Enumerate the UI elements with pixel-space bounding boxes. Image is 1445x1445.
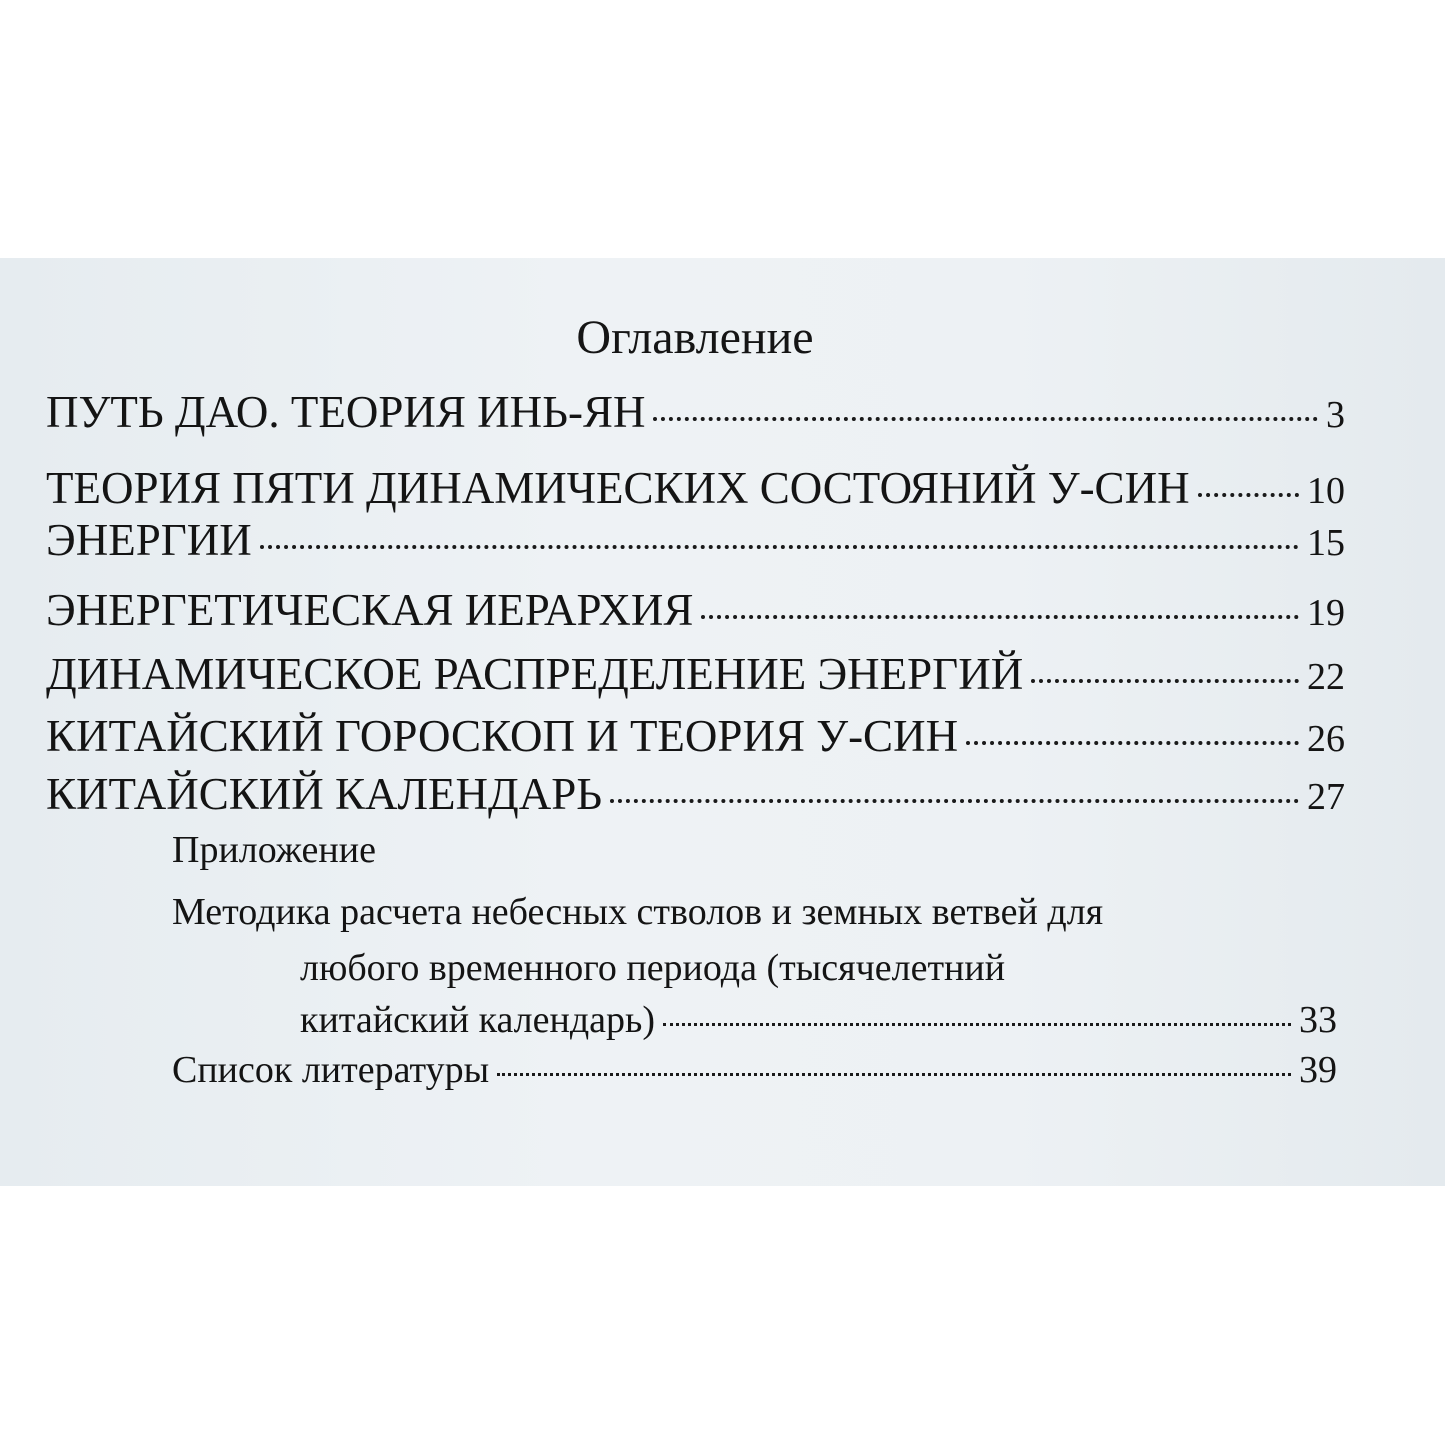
- appendix-method-entry: [300, 998, 1337, 1042]
- dot-leader: [966, 741, 1299, 745]
- toc-entry: [46, 648, 1345, 700]
- appendix-method-line: любого временного периода (тысячелетний: [300, 947, 1006, 989]
- toc-entry: [46, 584, 1345, 636]
- dot-leader: [1198, 493, 1299, 497]
- toc-entry-page: 22: [1307, 656, 1345, 698]
- dot-leader: [663, 1023, 1291, 1026]
- toc-entry-label: ДИНАМИЧЕСКОЕ РАСПРЕДЕЛЕНИЕ ЭНЕРГИЙ: [46, 649, 1024, 699]
- toc-entry-label: КИТАЙСКИЙ ГОРОСКОП И ТЕОРИЯ У-СИН: [46, 711, 959, 761]
- appendix-method-label: китайский календарь): [300, 999, 656, 1041]
- appendix-method-line: Методика расчета небесных стволов и земных ветвей для: [172, 891, 1104, 933]
- toc-entry-label: КИТАЙСКИЙ КАЛЕНДАРЬ: [46, 769, 603, 819]
- appendix-method-page: 33: [1299, 999, 1337, 1041]
- dot-leader: [701, 615, 1299, 619]
- appendix-heading: Приложение: [172, 829, 376, 871]
- toc-entry-page: 15: [1307, 522, 1345, 564]
- toc-entry-label: ЭНЕРГИИ: [46, 515, 252, 565]
- dot-leader: [1031, 679, 1299, 683]
- toc-entry-label: ЭНЕРГЕТИЧЕСКАЯ ИЕРАРХИЯ: [46, 585, 694, 635]
- toc-entry-label: ТЕОРИЯ ПЯТИ ДИНАМИЧЕСКИХ СОСТОЯНИЙ У-СИН: [46, 463, 1190, 513]
- bibliography-entry: [172, 1048, 1337, 1092]
- toc-entry: [46, 768, 1345, 820]
- toc-entry-page: 27: [1307, 776, 1345, 818]
- toc-entry-page: 3: [1326, 394, 1345, 436]
- book-page: [0, 258, 1445, 1186]
- dot-leader: [610, 799, 1299, 803]
- bibliography-label: Список литературы: [172, 1049, 490, 1091]
- toc-entry: [46, 710, 1345, 762]
- toc-title: Оглавление: [576, 311, 814, 364]
- toc-entry-page: 26: [1307, 718, 1345, 760]
- dot-leader: [653, 417, 1318, 421]
- toc-entry-page: 19: [1307, 592, 1345, 634]
- toc-entry: [46, 386, 1345, 438]
- toc-entry-label: ПУТЬ ДАО. ТЕОРИЯ ИНЬ-ЯН: [46, 387, 646, 437]
- toc-entry-page: 10: [1307, 470, 1345, 512]
- toc-entry: [46, 514, 1345, 566]
- toc-entry: [46, 462, 1345, 514]
- dot-leader: [260, 545, 1299, 549]
- dot-leader: [497, 1073, 1291, 1076]
- bibliography-page: 39: [1299, 1049, 1337, 1091]
